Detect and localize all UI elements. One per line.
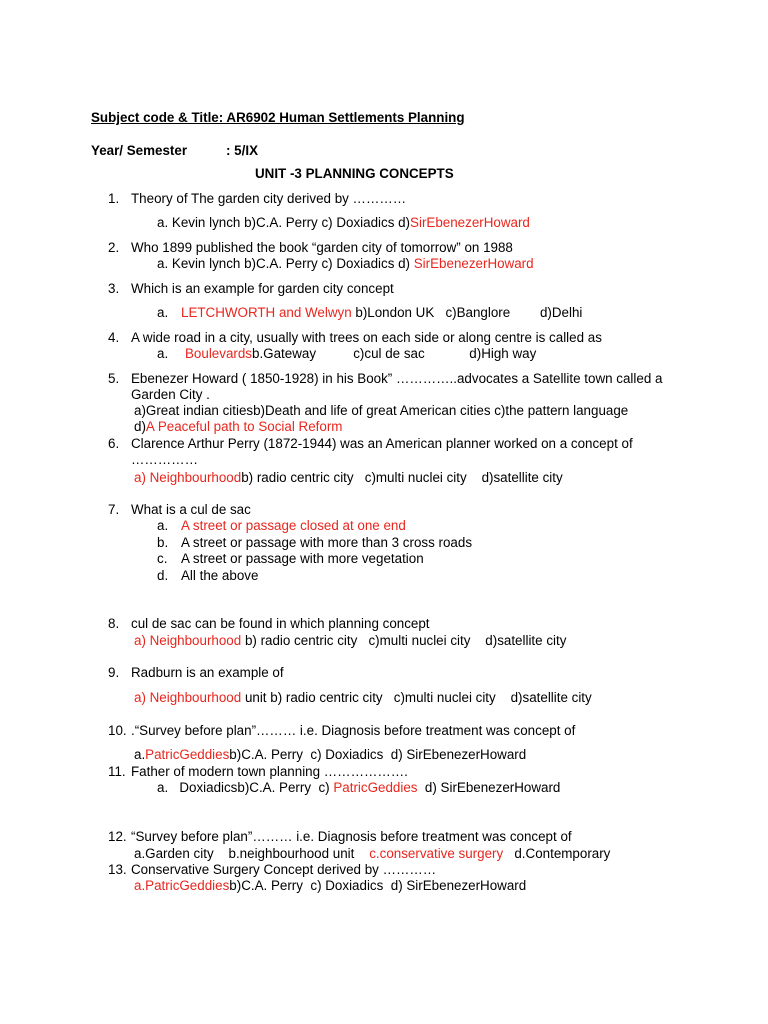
question-text: Father of modern town planning ………………. [131, 764, 408, 779]
options-text: b)C.A. Perry c) Doxiadics d) SirEbenezerHoward [229, 747, 527, 762]
option-a-label: a. [134, 747, 146, 762]
question-number: 3. [108, 281, 120, 296]
question-options [134, 633, 566, 649]
question-text: Conservative Surgery Concept derived by ………… [131, 862, 437, 877]
answer-text: a) Neighbourhood [134, 690, 242, 705]
options-text-rest: d.Contemporary [503, 846, 611, 861]
answer-text: c.conservative surgery [369, 846, 504, 861]
question-number: 13. [108, 862, 127, 877]
question-options [134, 690, 592, 706]
question-number: 2. [108, 240, 120, 255]
options-text: a. Kevin lynch b)C.A. Perry c) Doxiadics d) [157, 215, 411, 230]
question-text-continued: …………… [131, 452, 198, 467]
option-b-text: A street or passage with more than 3 cross roads [181, 535, 473, 550]
question-options [134, 846, 610, 862]
option-a-label: a. [157, 305, 169, 320]
year-semester-value: : 5/IX [226, 143, 258, 158]
option-d-text: All the above [181, 568, 259, 583]
question-text: Radburn is an example of [131, 665, 284, 680]
options-text: b.Gateway c)cul de sac d)High way [252, 346, 537, 361]
question-options [157, 215, 530, 231]
options-text: a. Kevin lynch b)C.A. Perry c) Doxiadics d) [157, 256, 414, 271]
options-text: a.Garden city b.neighbourhood unit [134, 846, 370, 861]
answer-text: A street or passage closed at one end [181, 518, 406, 533]
question-text-continued: Garden City . [131, 387, 210, 402]
options-text: b)C.A. Perry c) Doxiadics d) SirEbenezerHoward [229, 878, 527, 893]
option-a-label: a. [157, 346, 169, 361]
question-text: .“Survey before plan”……… i.e. Diagnosis before treatment was concept of [131, 723, 576, 738]
answer-text: a) Neighbourhood [134, 470, 242, 485]
answer-text: LETCHWORTH and Welwyn [181, 305, 352, 320]
answer-text: A Peaceful path to Social Reform [145, 419, 343, 434]
question-number: 8. [108, 616, 120, 631]
question-number: 7. [108, 502, 120, 517]
answer-text: SirEbenezerHoward [413, 256, 534, 271]
question-text: cul de sac can be found in which planning concept [131, 616, 430, 631]
question-text: Who 1899 published the book “garden city of tomorrow” on 1988 [131, 240, 513, 255]
answer-text: a) Neighbourhood [134, 633, 242, 648]
question-number: 12. [108, 829, 127, 844]
question-options: a)Great indian citiesb)Death and life of great American cities c)the pattern language [134, 403, 629, 418]
answer-text: PatricGeddies [333, 780, 418, 795]
options-text: b)London UK c)Banglore d)Delhi [351, 305, 583, 320]
question-text: What is a cul de sac [131, 502, 251, 517]
question-text: A wide road in a city, usually with trees on each side or along centre is called as [131, 330, 602, 345]
subject-title: Subject code & Title: AR6902 Human Settlements Planning [91, 110, 465, 125]
question-options [185, 346, 536, 362]
option-d-label: d. [157, 568, 169, 583]
answer-text: a.PatricGeddies [134, 878, 230, 893]
question-options [134, 747, 526, 763]
question-option-d [134, 419, 342, 435]
question-text: Clarence Arthur Perry (1872-1944) was an American planner worked on a concept of [131, 436, 633, 451]
options-text: b) radio centric city c)multi nuclei city d)satellite city [241, 633, 567, 648]
question-number: 1. [108, 191, 120, 206]
question-options [181, 305, 582, 321]
question-number: 11. [108, 764, 126, 779]
option-c-label: c. [157, 551, 168, 566]
option-b-label: b. [157, 535, 169, 550]
question-number: 4. [108, 330, 120, 345]
year-semester-label: Year/ Semester [91, 143, 188, 158]
options-text-rest: d) SirEbenezerHoward [417, 780, 561, 795]
option-a-label: a. [157, 518, 169, 533]
question-text: Which is an example for garden city concept [131, 281, 394, 296]
question-number: 10. [108, 723, 127, 738]
question-options [157, 780, 560, 796]
question-options [134, 470, 563, 486]
question-text: Theory of The garden city derived by ………… [131, 191, 407, 206]
question-options [157, 256, 534, 272]
option-d-label: d) [134, 419, 146, 434]
question-number: 5. [108, 371, 120, 386]
question-text: “Survey before plan”……… i.e. Diagnosis before treatment was concept of [131, 829, 572, 844]
question-number: 6. [108, 436, 120, 451]
options-text: a. Doxiadicsb)C.A. Perry c) [157, 780, 334, 795]
answer-text: PatricGeddies [145, 747, 230, 762]
options-text: unit b) radio centric city c)multi nuclei city d)satellite city [241, 690, 592, 705]
question-text: Ebenezer Howard ( 1850-1928) in his Book” …………..advocates a Satellite town called a [131, 371, 663, 386]
options-text: b) radio centric city c)multi nuclei city d)satellite city [241, 470, 563, 485]
question-options [134, 878, 526, 894]
unit-title: UNIT -3 PLANNING CONCEPTS [255, 166, 454, 181]
option-c-text: A street or passage with more vegetation [181, 551, 424, 566]
answer-text: SirEbenezerHoward [410, 215, 530, 230]
answer-text: Boulevards [185, 346, 252, 361]
question-number: 9. [108, 665, 120, 680]
